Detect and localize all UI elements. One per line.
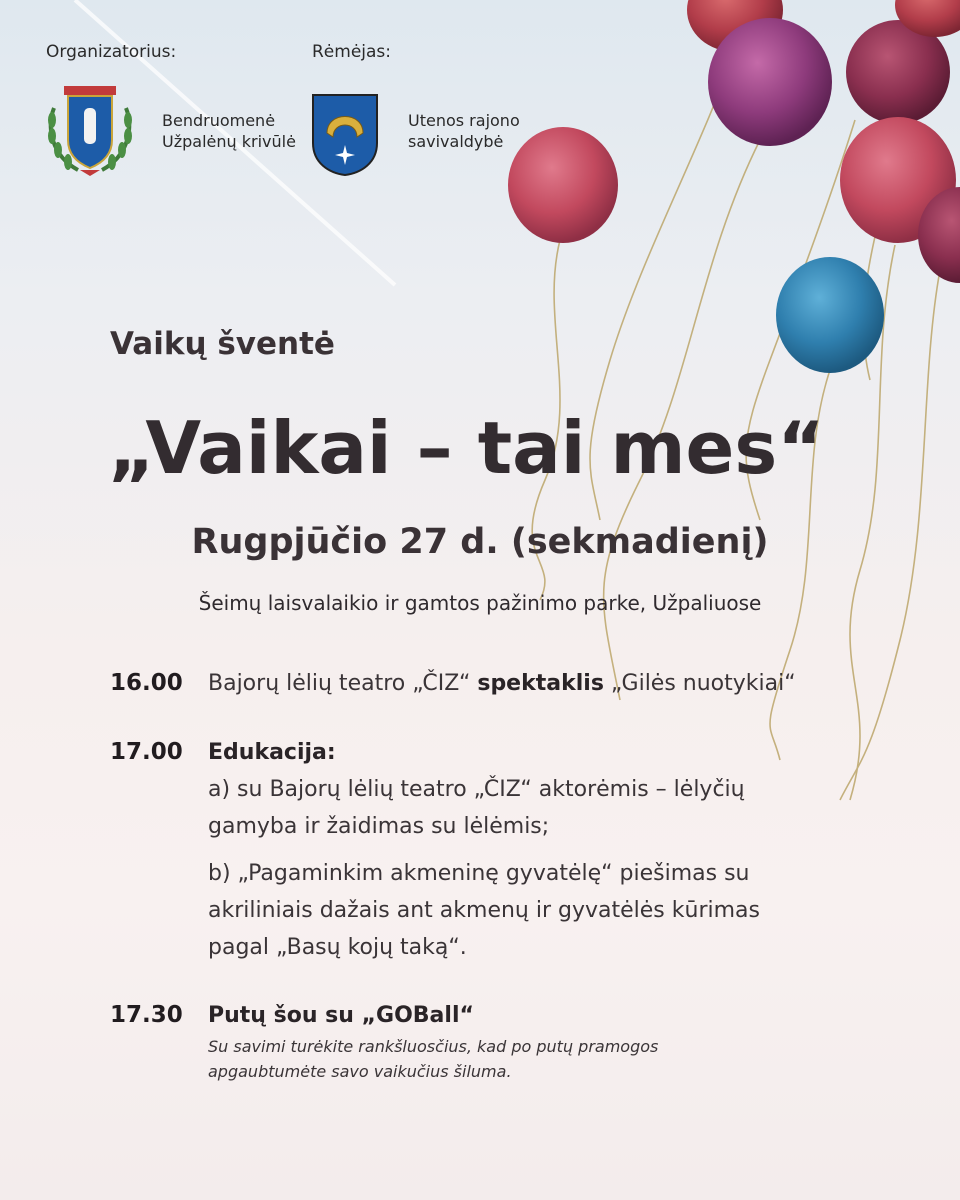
schedule-time-1: 16.00 (110, 670, 183, 696)
event-place: Šeimų laisvalaikio ir gamtos pažinimo parke, Užpaliuose (198, 591, 762, 615)
schedule-item2-part-b (208, 855, 760, 966)
organizer-name-line1: Bendruomenė (162, 111, 276, 130)
schedule-item2-line-b2: akriliniais dažais ant akmenų ir gyvatėlės kūrimas (208, 898, 760, 923)
organizer-label: Organizatorius: (46, 42, 177, 62)
balloon-purple (708, 18, 832, 146)
balloon-blue (776, 257, 884, 373)
schedule-note-line2: apgaubtumėte savo vaikučius šiluma. (208, 1062, 512, 1081)
schedule-item2-line-a1: a) su Bajorų lėlių teatro „ČIZ“ aktorėmis – lėlyčių (208, 777, 745, 802)
schedule-text-1a: Bajorų lėlių teatro „ČIZ“ (208, 671, 478, 696)
sponsor-name (408, 110, 520, 152)
schedule-item2-line-b1: b) „Pagaminkim akmeninę gyvatėlę“ piešimas su (208, 861, 750, 886)
schedule-heading-2: Edukacija: (208, 740, 336, 765)
sponsor-name-line2: savivaldybė (408, 132, 504, 151)
sponsor-crest-icon (311, 93, 379, 177)
event-subtitle: Vaikų šventė (110, 326, 335, 362)
schedule-item2-line-b3: pagal „Basų kojų taką“. (208, 935, 467, 960)
sponsor-name-line1: Utenos rajono (408, 111, 520, 130)
event-date: Rugpjūčio 27 d. (sekmadienį) (191, 522, 769, 562)
schedule-time-2: 17.00 (110, 739, 183, 765)
schedule-text-1-bold: spektaklis (477, 671, 604, 696)
schedule-text-1 (208, 665, 796, 702)
organizer-crest-icon (44, 78, 136, 178)
balloon-red-left (508, 127, 618, 243)
sponsor-label: Rėmėjas: (312, 42, 392, 62)
schedule-text-1b: „Gilės nuotykiai“ (603, 671, 796, 696)
schedule-time-3: 17.30 (110, 1002, 183, 1028)
schedule-item2-line-a2: gamyba ir žaidimas su lėlėmis; (208, 814, 550, 839)
organizer-name (162, 110, 296, 152)
schedule-note-3 (208, 1034, 658, 1084)
schedule-item2-part-a (208, 771, 745, 845)
schedule-note-line1: Su savimi turėkite rankšluosčius, kad po putų pramogos (208, 1037, 659, 1056)
event-title: „Vaikai – tai mes“ (108, 406, 825, 490)
organizer-name-line2: Užpalėnų krivūlė (162, 132, 296, 151)
schedule-heading-3: Putų šou su „GOBall“ (208, 1003, 474, 1028)
